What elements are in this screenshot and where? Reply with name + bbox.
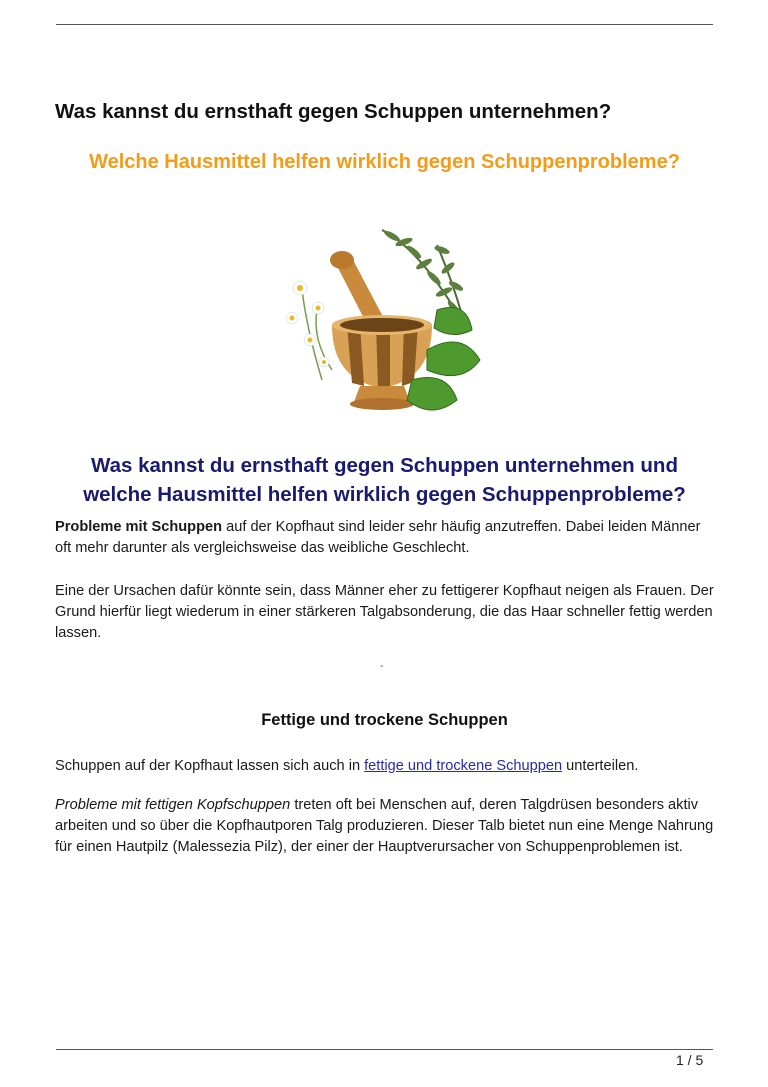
paragraph-4 <box>55 795 715 858</box>
fettige-trockene-schuppen-link[interactable]: fettige und trockene Schuppen <box>364 758 563 774</box>
page-number: 1 / 5 <box>676 1052 704 1068</box>
subsection-heading: Fettige und trockene Schuppen <box>261 711 508 729</box>
paragraph-2: Eine der Ursachen dafür könnte sein, dass Männer eher zu fettigerer Kopfhaut neigen als Frauen. Der Grund hierfür liegt wiederum in einer stärkeren Talgabsonderung, die das Haar schneller fettig werden lassen. <box>55 583 714 641</box>
paragraph-3-before: Schuppen auf der Kopfhaut lassen sich auch in <box>55 758 365 774</box>
section-heading: Was kannst du ernsthaft gegen Schuppen unternehmen und welche Hausmittel helfen wirklich gegen Schuppenprobleme? <box>83 454 686 506</box>
paragraph-3 <box>55 756 715 777</box>
page-title: Was kannst du ernsthaft gegen Schuppen unternehmen? <box>55 100 612 123</box>
mortar-herbs-image <box>262 220 502 425</box>
paragraph-1 <box>55 517 715 559</box>
paragraph-4-italic: Probleme mit fettigen Kopfschuppen <box>55 797 291 813</box>
chamomile-flowers <box>286 281 332 380</box>
separator-dash-link[interactable]: - <box>380 660 384 672</box>
paragraph-3-after: unterteilen. <box>562 758 639 774</box>
header-rule <box>56 24 713 25</box>
footer-rule <box>56 1049 713 1050</box>
paragraph-4-text: treten oft bei Menschen auf, deren Talgdrüsen besonders aktiv arbeiten und so über die Kopfhautporen Talg produzieren. Dieser Talb bietet nun eine Menge Nahrung für einen Hautpilz (Malessezia Pilz), der einer der Hauptverursacher von Schuppenproblemen ist. <box>55 797 714 855</box>
paragraph-1-bold: Probleme mit Schuppen <box>55 519 223 535</box>
page-subtitle: Welche Hausmittel helfen wirklich gegen Schuppenprobleme? <box>89 151 680 173</box>
paragraph-1-text: auf der Kopfhaut sind leider sehr häufig anzutreffen. Dabei leiden Männer oft mehr darunter als vergleichsweise das weibliche Geschlecht. <box>55 519 701 556</box>
